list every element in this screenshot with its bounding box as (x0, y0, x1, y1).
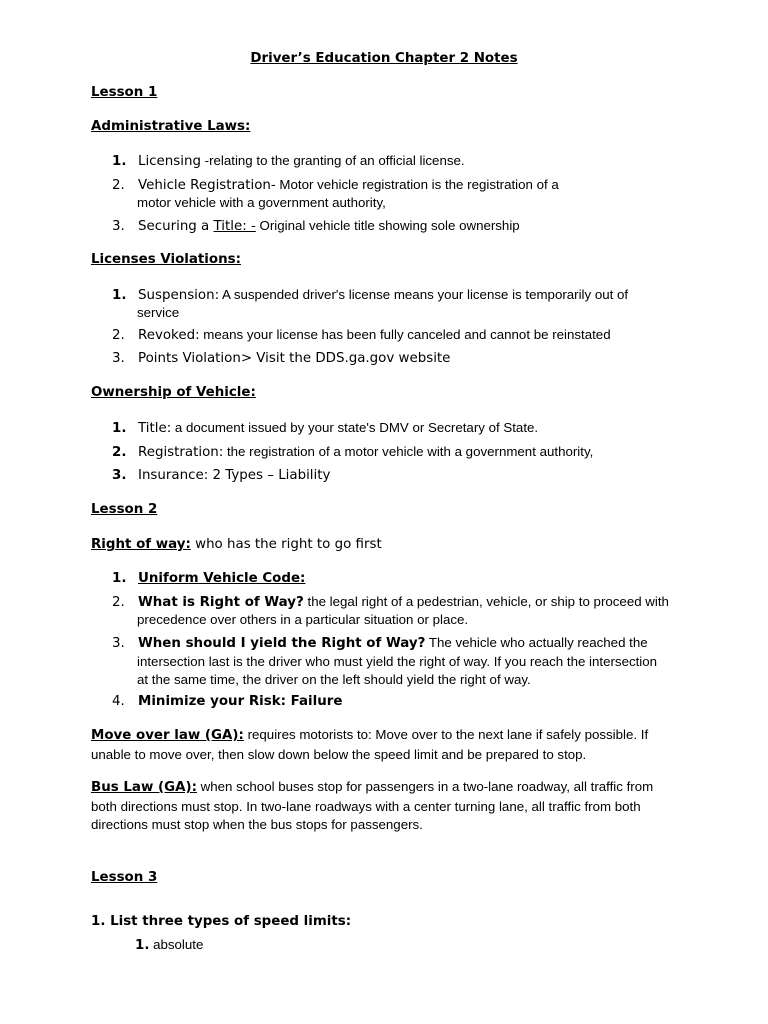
violation-item-3: 3. Points Violation> Visit the DDS.ga.gov website (112, 351, 451, 366)
violation-item-1-cont: service (137, 305, 180, 320)
move-over-law: Move over law (GA): requires motorists to: Move over to the next lane if safely possible. If (91, 727, 649, 743)
row-item-3: 3. When should I yield the Right of Way? The vehicle who actually reached the (112, 635, 648, 651)
admin-item-1: 1. Licensing -relating to the granting of an official license. (112, 153, 465, 169)
row-item-3-cont: intersection last is the driver who must yield the right of way. If you reach the intersection (137, 654, 658, 669)
page-title: Driver’s Education Chapter 2 Notes (250, 51, 518, 66)
row-item-1: 1. Uniform Vehicle Code: (112, 571, 306, 586)
right-of-way-definition: Right of way: who has the right to go first (91, 537, 382, 552)
lesson3-heading: Lesson 3 (91, 870, 158, 885)
ownership-heading: Ownership of Vehicle: (91, 385, 256, 400)
speed-limit-answer-1: 1. absolute (135, 937, 204, 953)
row-item-3-cont2: at the same time, the driver on the left should yield the right of way. (137, 672, 531, 687)
violation-item-2: 2. Revoked: means your license has been fully canceled and cannot be reinstated (112, 327, 611, 343)
speed-limits-question: 1. List three types of speed limits: (91, 914, 352, 929)
row-item-4: 4. Minimize your Risk: Failure (112, 694, 343, 709)
admin-item-3: 3. Securing a Title: - Original vehicle title showing sole ownership (112, 218, 520, 234)
ownership-item-1: 1. Title: a document issued by your state's DMV or Secretary of State. (112, 420, 539, 436)
violations-heading: Licenses Violations: (91, 252, 241, 267)
row-item-2-cont: precedence over others in a particular situation or place. (137, 612, 469, 627)
ownership-item-3: 3. Insurance: 2 Types – Liability (112, 468, 331, 483)
lesson1-heading: Lesson 1 (91, 85, 158, 100)
admin-item-2-cont: motor vehicle with a government authority, (137, 195, 386, 210)
ownership-item-2: 2. Registration: the registration of a motor vehicle with a government authority, (112, 444, 594, 460)
row-item-2: 2. What is Right of Way? the legal right of a pedestrian, vehicle, or ship to proceed with (112, 594, 669, 610)
admin-laws-heading: Administrative Laws: (91, 119, 251, 134)
bus-law: Bus Law (GA): when school buses stop for passengers in a two-lane roadway, all traffic from (91, 779, 654, 795)
admin-item-2: 2. Vehicle Registration- Motor vehicle registration is the registration of a (112, 177, 559, 193)
bus-law-cont: both directions must stop. In two-lane roadways with a center turning lane, all traffic from both (91, 799, 641, 814)
move-over-law-cont: unable to move over, then slow down below the speed limit and be prepared to stop. (91, 747, 587, 762)
violation-item-1: 1. Suspension: A suspended driver's license means your license is temporarily out of (112, 287, 629, 303)
lesson2-heading: Lesson 2 (91, 502, 158, 517)
bus-law-cont2: directions must stop when the bus stops for passengers. (91, 817, 423, 832)
